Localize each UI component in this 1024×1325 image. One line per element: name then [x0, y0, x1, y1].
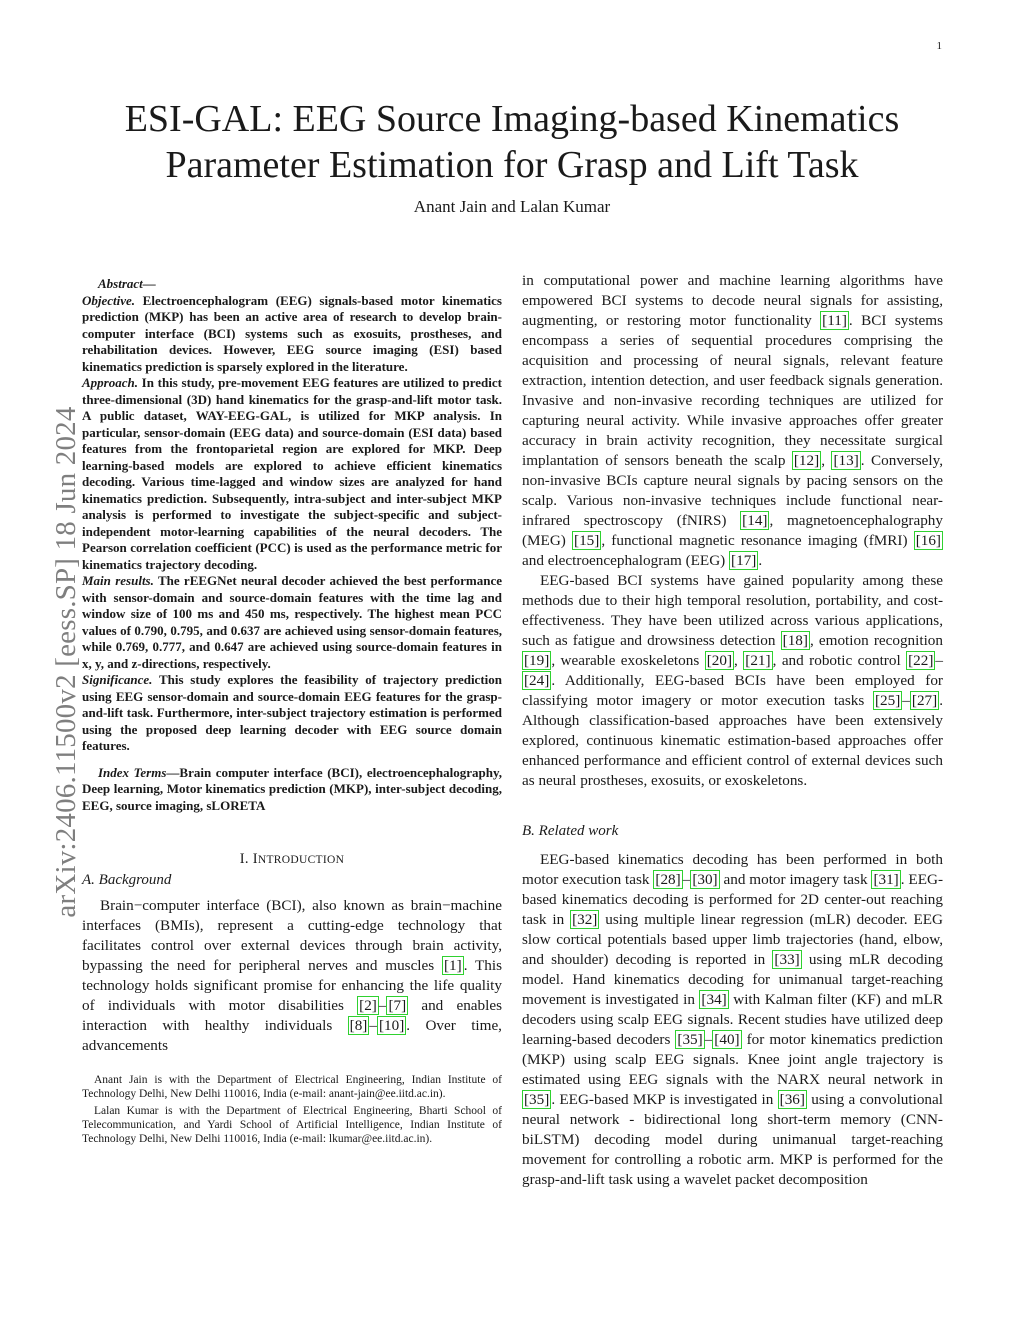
abstract-significance [82, 672, 502, 755]
section-numeral: I. I [239, 851, 258, 867]
text-run: – [902, 692, 910, 709]
text-run: and enables interaction with healthy individuals [82, 997, 502, 1034]
citation-link[interactable]: [36] [779, 1091, 805, 1108]
citation-link[interactable]: [31] [873, 871, 899, 888]
citation-link[interactable]: [17] [731, 552, 757, 569]
text-run: . Over time, advancements [82, 1017, 502, 1054]
text-run: . BCI systems encompass a series of sequential procedures comprising the acquisition and processing of neural signals, relevant feature extraction, intention detection, and user feedback signals generation. Invasive and non-invasive recording techniques are utilized for capturing neural activity. While invasive approaches offer greater accuracy in brain activity recognition, they necessitate surgical implantation of sensors beneath the scalp [522, 312, 943, 469]
results-lead: Main results. [82, 573, 154, 588]
significance-lead: Significance. [82, 672, 153, 687]
text-run: – [682, 871, 691, 888]
approach-text: In this study, pre-movement EEG features are utilized to predict three-dimensional (3D) hand kinematics for the grasp-and-lift motor task. A public dataset, WAY-EEG-GAL, is utilized for MKP analysis. In particular, sensor-domain (EEG data) and source-domain (ESI data) based features from the frontoparietal region are explored for MKP. Deep learning-based models are explored to achieve efficient kinematics decoding. Various time-lagged and window sizes are analyzed for hand kinematics prediction. Subsequently, intra-subject and inter-subject MKP analysis is performed to investigate the subject-specific and subject-independent motor-learning capabilities of the neural decoders. The Pearson correlation coefficient (PCC) is used as the performance metric for kinematics trajectory decoding. [82, 375, 502, 572]
title-line-2: Parameter Estimation for Grasp and Lift Task [165, 144, 859, 186]
citation-link[interactable]: [35] [524, 1091, 550, 1108]
abstract-heading: Abstract— [98, 276, 156, 291]
text-run: – [378, 997, 387, 1014]
citation-link[interactable]: [10] [378, 1017, 405, 1034]
citation-link[interactable]: [28] [655, 871, 681, 888]
citation-link[interactable]: [20] [706, 652, 733, 669]
text-run: , functional magnetic resonance imaging (fMRI) [601, 532, 914, 549]
citation-link[interactable]: [25] [874, 692, 901, 709]
text-run: . EEG-based MKP is investigated in [551, 1091, 778, 1108]
citation-link[interactable]: [15] [574, 532, 600, 549]
index-terms [82, 765, 502, 815]
text-run: , [734, 652, 744, 669]
abstract [82, 276, 502, 755]
citation-link[interactable]: [1] [443, 957, 462, 974]
text-run: . Additionally, EEG-based BCIs have been employed for classifying motor imagery or motor execution tasks [522, 672, 943, 709]
intro-paragraph-2 [522, 271, 943, 571]
text-run: EEG-based kinematics decoding has been performed in both motor execution task [522, 851, 943, 888]
text-run: , [821, 452, 832, 469]
citation-link[interactable]: [22] [908, 652, 934, 669]
index-terms-lead: Index Terms [98, 764, 167, 780]
citation-link[interactable]: [24] [524, 672, 550, 689]
paper-title [60, 96, 964, 188]
text-run: . Conversely, non-invasive BCIs capture neural signals by pacing sensors on the scalp. Various non-invasive techniques include functional near-infrared spectroscopy (fNIRS) [522, 452, 944, 529]
text-run: . [758, 552, 763, 569]
text-run: using mLR decoding model. Hand kinematics decoding for unimanual target-reaching movement is investigated in [522, 951, 943, 1008]
text-run: in computational power and machine learning algorithms have empowered BCI systems to decode neural signals for assisting, augmenting, or restoring motor functionality [522, 272, 943, 329]
approach-lead: Approach. [82, 375, 138, 390]
text-run: , emotion recognition [809, 632, 943, 649]
intro-paragraph-3 [522, 571, 943, 791]
index-terms-text: —Brain computer interface (BCI), electroencephalography, Deep learning, Motor kinematics prediction (MKP), inter-subject decoding, EEG, source imaging, sLORETA [82, 764, 502, 813]
related-work-paragraph [522, 850, 943, 1190]
text-run: with Kalman filter (KF) and mLR decoders using scalp EEG signals. Recent studies have utilized deep learning-based decoders [522, 991, 943, 1048]
abstract-approach [82, 375, 502, 573]
citation-link[interactable]: [32] [572, 911, 598, 928]
text-run: using a convolutional neural network - bidirectional long short-term memory (CNN-biLSTM) decoding model during unimanual target-reaching movement for controlling a robotic arm. MKP is performed for the grasp-and-lift task using a wavelet packet decomposition [522, 1091, 943, 1188]
abstract-objective [82, 293, 502, 376]
citation-link[interactable]: [27] [911, 692, 938, 709]
text-run: . Although classification-based approaches have been extensively explored, continuous kinematic estimation-based approaches offer enhanced performance and efficient control of external devices such as neural prostheses, exosuits, or exoskeletons. [522, 692, 943, 789]
citation-link[interactable]: [34] [701, 991, 727, 1008]
citation-link[interactable]: [12] [793, 452, 820, 469]
citation-link[interactable]: [8] [349, 1017, 368, 1034]
intro-paragraph-1 [82, 896, 502, 1056]
text-run: – [369, 1017, 377, 1034]
text-run: , wearable exoskeletons [551, 652, 705, 669]
subsection-background: A. Background [82, 872, 172, 888]
text-run: for motor kinematics prediction (MKP) using scalp EEG signals. Knee joint angle trajectory is estimated using EEG signals with the NARX neural network in [522, 1031, 943, 1088]
section-title-rest: NTRODUCTION [257, 854, 345, 866]
results-text: The rEEGNet neural decoder achieved the best performance with sensor-domain and source-domain features with the time lag and window size of 100 ms and 450 ms, respectively. The highest mean PCC values of 0.790, 0.795, and 0.637 are achieved using sensor-domain features, while 0.769, 0.777, and 0.647 are achieved using source-domain features in x, y, and z-directions, respectively. [82, 573, 502, 671]
objective-text: Electroencephalogram (EEG) signals-based motor kinematics prediction (MKP) has been an active area of research to develop brain-computer interface (BCI) systems such as exosuits, prostheses, and rehabilitation devices. However, EEG source imaging (ESI) based kinematics prediction is sparsely explored in the literature. [82, 292, 502, 374]
citation-link[interactable]: [13] [833, 452, 859, 469]
footnote-author-2: Lalan Kumar is with the Department of Electrical Engineering, Bharti School of Telecommunication, and Yardi School of Artificial Intelligence, Indian Institute of Technology Delhi, New Delhi 110016, India (e-mail: lkumar@ee.iitd.ac.in). [82, 1105, 502, 1145]
abstract-results [82, 573, 502, 672]
text-run: . This technology holds significant promise for enhancing the life quality of individuals with motor disabilities [82, 957, 502, 1014]
footnote-author-1: Anant Jain is with the Department of Electrical Engineering, Indian Institute of Technology Delhi, New Delhi 110016, India (e-mail: anant-jain@ee.iitd.ac.in). [82, 1074, 502, 1100]
text-run: and motor imagery task [719, 871, 872, 888]
left-column [82, 276, 502, 1149]
text-run: Brain−computer interface (BCI), also known as brain−machine interfaces (BMIs), represent a cutting-edge technology that facilitates control over external devices through brain activity, bypassing the need for peripheral nerves and muscles [82, 897, 502, 974]
text-run: using multiple linear regression (mLR) decoder. EEG slow cortical potentials based upper limb trajectories (hand, elbow, and shoulder) decoding is reported in [522, 911, 943, 968]
text-run: – [935, 652, 944, 669]
citation-link[interactable]: [16] [915, 532, 941, 549]
text-run: , magnetoencephalography (MEG) [522, 512, 943, 549]
citation-link[interactable]: [33] [774, 951, 800, 968]
text-run: – [704, 1031, 713, 1048]
title-line-1: ESI-GAL: EEG Source Imaging-based Kinematics [124, 98, 900, 140]
footnotes [82, 1073, 502, 1146]
citation-link[interactable]: [11] [822, 312, 847, 329]
citation-link[interactable]: [35] [677, 1031, 703, 1048]
text-run: and electroencephalogram (EEG) [522, 552, 730, 569]
citation-link[interactable]: [14] [742, 512, 768, 529]
text-run: , and robotic control [772, 652, 907, 669]
text-run: . EEG-based kinematics decoding is performed for 2D center-out reaching task in [522, 871, 943, 928]
citation-link[interactable]: [21] [745, 652, 771, 669]
arxiv-side-stamp[interactable]: arXiv:2406.11500v2 [eess.SP] 18 Jun 2024 [50, 406, 82, 918]
significance-text: This study explores the feasibility of trajectory prediction using EEG sensor-domain and source-domain EEG features for the grasp-and-lift task. Furthermore, inter-subject trajectory estimation is performed using the proposed deep learning decoder with EEG source domain features. [82, 672, 502, 753]
citation-link[interactable]: [19] [524, 652, 550, 669]
section-heading-introduction [82, 851, 502, 868]
citation-link[interactable]: [2] [359, 997, 377, 1014]
citation-link[interactable]: [7] [388, 997, 407, 1014]
citation-link[interactable]: [40] [714, 1031, 740, 1048]
right-column [522, 271, 943, 1190]
subsection-related-work: B. Related work [522, 823, 619, 839]
citation-link[interactable]: [30] [692, 871, 718, 888]
citation-link[interactable]: [18] [782, 632, 808, 649]
objective-lead: Objective. [82, 292, 136, 308]
author-list: Anant Jain and Lalan Kumar [413, 197, 611, 216]
text-run: EEG-based BCI systems have gained popularity among these methods due to their high temporal resolution, portability, and cost-effectiveness. They have been utilized across various applications, such as fatigue and drowsiness detection [522, 572, 943, 649]
page-number: 1 [936, 40, 942, 52]
